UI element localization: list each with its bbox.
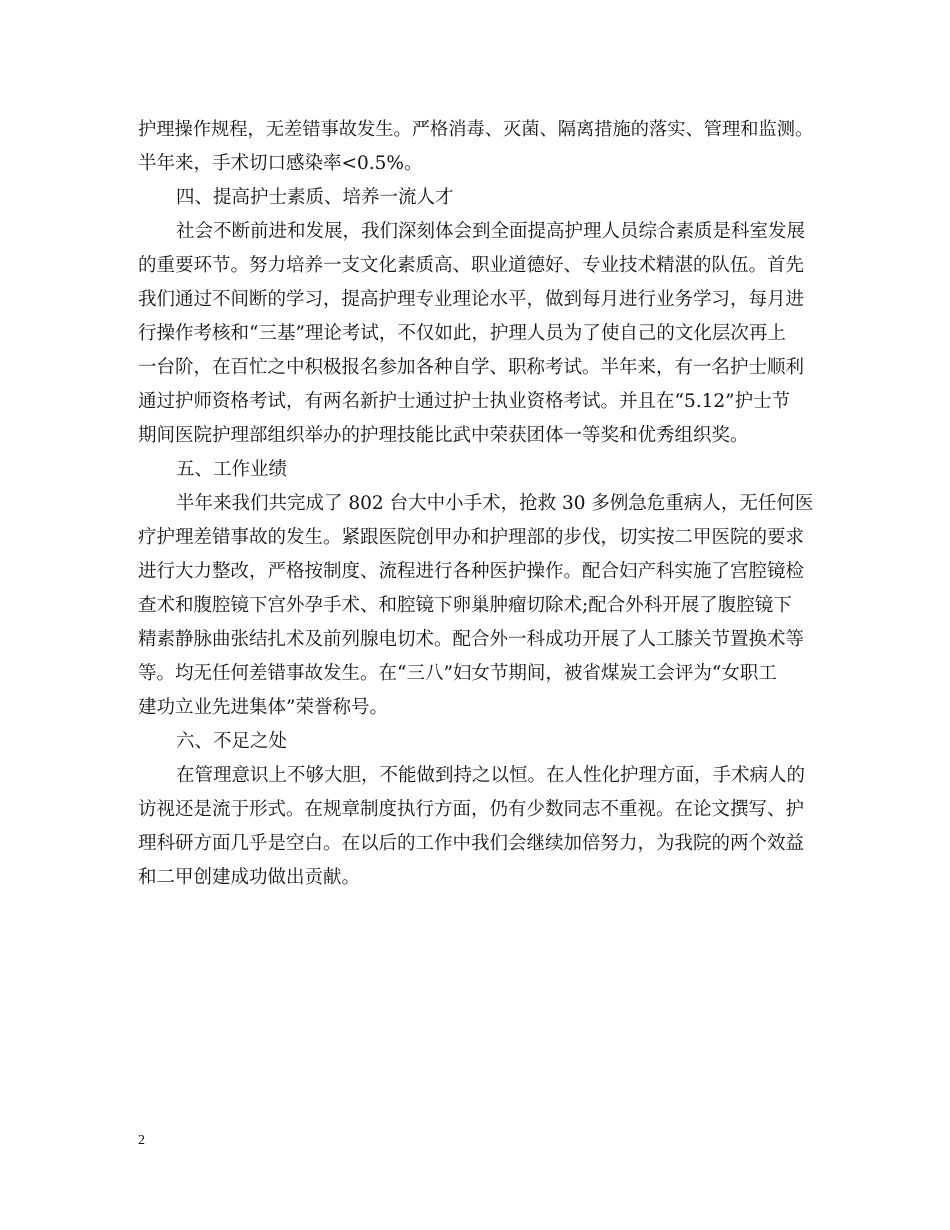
text-line: 行操作考核和“三基”理论考试，不仅如此，护理人员为了使自己的文化层次再上 <box>138 323 786 344</box>
text-line: 社会不断前进和发展，我们深刻体会到全面提高护理人员综合素质是科室发展 <box>176 221 806 242</box>
text-line: 疗护理差错事故的发生。紧跟医院创甲办和护理部的步伐，切实按二甲医院的要求 <box>138 527 805 548</box>
text-line: 六、不足之处 <box>176 731 288 752</box>
text-line: 建功立业先进集体”荣誉称号。 <box>138 697 388 718</box>
document-body <box>138 113 818 895</box>
text-line: 访视还是流于形式。在规章制度执行方面，仍有少数同志不重视。在论文撰写、护 <box>138 799 805 820</box>
text-line: 的重要环节。努力培养一支文化素质高、职业道德好、专业技术精湛的队伍。首先 <box>138 255 805 276</box>
text-line: 四、提高护士素质、培养一流人才 <box>176 187 454 208</box>
text-line: 期间医院护理部组织举办的护理技能比武中荣获团体一等奖和优秀组织奖。 <box>138 425 749 446</box>
text-line: 一台阶，在百忙之中积极报名参加各种自学、职称考试。半年来，有一名护士顺利 <box>138 357 805 378</box>
text-line: 进行大力整改，严格按制度、流程进行各种医护操作。配合妇产科实施了宫腔镜检 <box>138 561 805 582</box>
text-line: 查术和腹腔镜下宫外孕手术、和腔镜下卵巢肿瘤切除术;配合外科开展了腹腔镜下 <box>138 595 792 616</box>
text-line: 理科研方面几乎是空白。在以后的工作中我们会继续加倍努力，为我院的两个效益 <box>138 833 805 854</box>
page-number: 2 <box>138 1133 145 1148</box>
text-line: 和二甲创建成功做出贡献。 <box>138 867 361 888</box>
text-line: 半年来我们共完成了 802 台大中小手术，抢救 30 多例急危重病人，无任何医 <box>176 493 814 514</box>
text-line: 在管理意识上不够大胆，不能做到持之以恒。在人性化护理方面，手术病人的 <box>176 765 806 786</box>
text-line: 我们通过不间断的学习，提高护理专业理论水平，做到每月进行业务学习，每月进 <box>138 289 805 310</box>
text-line: 等。均无任何差错事故发生。在“三八”妇女节期间，被省煤炭工会评为“女职工 <box>138 663 777 684</box>
text-line: 精素静脉曲张结扎术及前列腺电切术。配合外一科成功开展了人工膝关节置换术等 <box>138 629 805 650</box>
text-line: 半年来，手术切口感染率<0.5%。 <box>138 153 423 174</box>
text-line: 通过护师资格考试，有两名新护士通过护士执业资格考试。并且在“5.12”护士节 <box>138 391 791 412</box>
text-line: 五、工作业绩 <box>176 459 288 480</box>
text-line: 护理操作规程，无差错事故发生。严格消毒、灭菌、隔离措施的落实、管理和监测。 <box>138 119 814 140</box>
